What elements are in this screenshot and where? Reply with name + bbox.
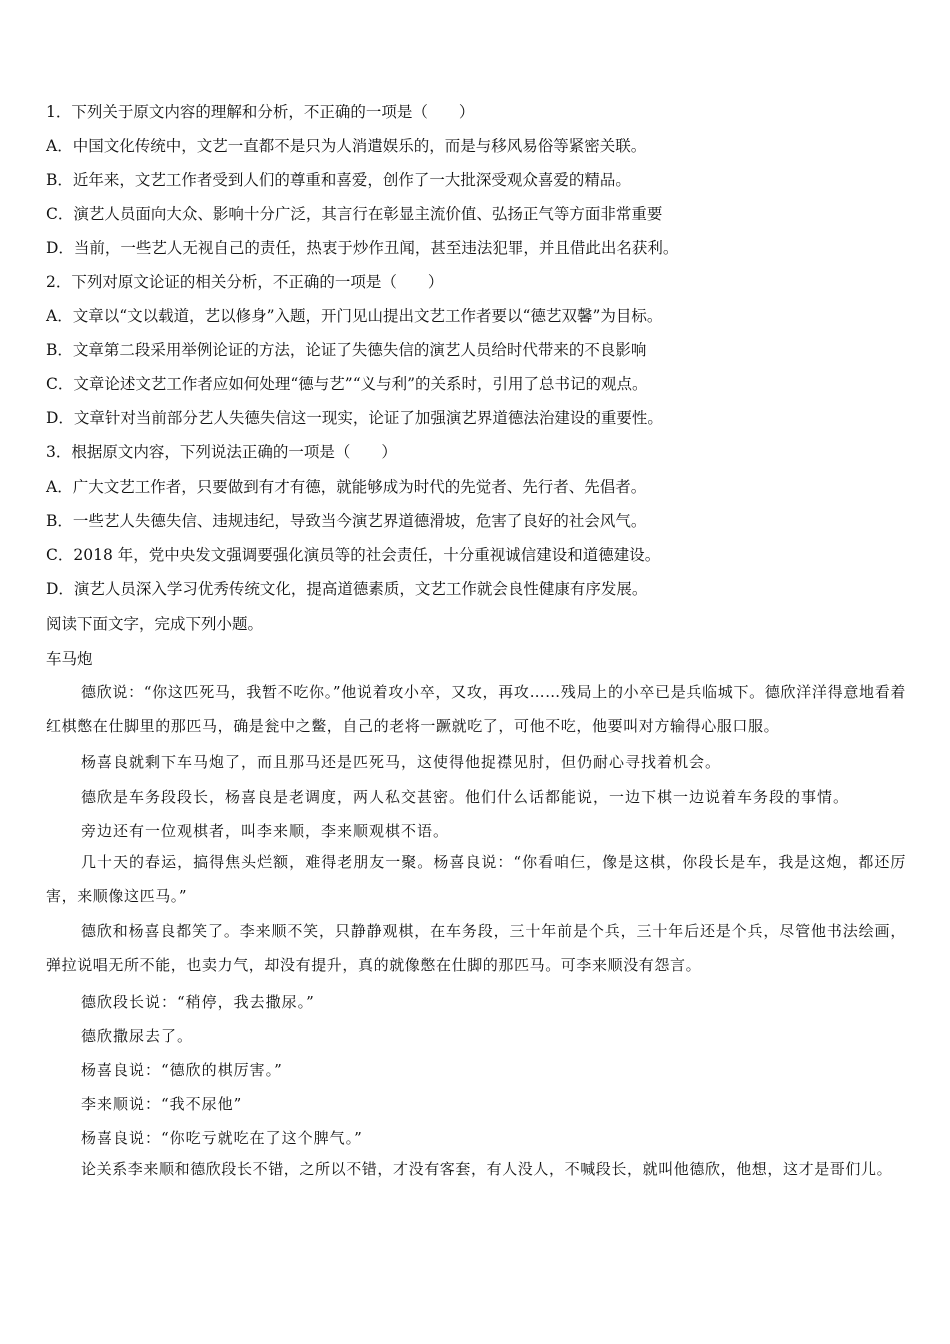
- story-paragraph: 杨喜良说：“德欣的棋厉害。”: [81, 1061, 283, 1079]
- story-paragraph: 几十天的春运，搞得焦头烂额，难得老朋友一聚。杨喜良说：“你看咱仨，像是这棋，你段长是车，我是这炮，都还厉害，来顺像这匹马。”: [46, 853, 906, 905]
- story-paragraph: 德欣撒尿去了。: [81, 1027, 194, 1045]
- question-3-stem: 3．根据原文内容，下列说法正确的一项是（ ）: [46, 443, 397, 461]
- story-paragraph: 德欣是车务段段长，杨喜良是老调度，两人私交甚密。他们什么话都能说，一边下棋一边说着车务段的事情。: [81, 788, 850, 806]
- question-1-option-c: C．演艺人员面向大众、影响十分广泛，其言行在彰显主流价值、弘扬正气等方面非常重要: [46, 205, 663, 223]
- story-paragraph: 李来顺说：“我不尿他”: [81, 1095, 243, 1113]
- question-3-option-c: C．2018 年，党中央发文强调要强化演员等的社会责任，十分重视诚信建设和道德建设。: [46, 546, 661, 564]
- question-1-option-b: B．近年来，文艺工作者受到人们的尊重和喜爱，创作了一大批深受观众喜爱的精品。: [46, 171, 631, 189]
- question-2-stem: 2．下列对原文论证的相关分析，不正确的一项是（ ）: [46, 273, 444, 291]
- question-3-option-d: D．演艺人员深入学习优秀传统文化，提高道德素质，文艺工作就会良性健康有序发展。: [46, 580, 648, 598]
- story-paragraph: 旁边还有一位观棋者，叫李来顺，李来顺观棋不语。: [81, 822, 450, 840]
- story-paragraph: 杨喜良说：“你吃亏就吃在了这个脾气。”: [81, 1129, 363, 1147]
- question-1-option-d: D．当前，一些艺人无视自己的责任，热衷于炒作丑闻，甚至违法犯罪，并且借此出名获利。: [46, 239, 679, 257]
- story-paragraph: 杨喜良就剩下车马炮了，而且那马还是匹死马，这使得他捉襟见肘，但仍耐心寻找着机会。: [81, 753, 722, 771]
- question-2-option-b: B．文章第二段采用举例论证的方法，论证了失德失信的演艺人员给时代带来的不良影响: [46, 341, 647, 359]
- question-2-option-c: C．文章论述文艺工作者应如何处理“德与艺”“义与利”的关系时，引用了总书记的观点。: [46, 375, 648, 393]
- question-1-stem: 1．下列关于原文内容的理解和分析，不正确的一项是（ ）: [46, 103, 475, 121]
- story-paragraph: 论关系李来顺和德欣段长不错，之所以不错，才没有客套，有人没人，不喊段长，就叫他德欣，他想，这才是哥们儿。: [81, 1160, 893, 1178]
- story-paragraph: 德欣和杨喜良都笑了。李来顺不笑，只静静观棋，在车务段，三十年前是个兵，三十年后还是个兵，尽管他书法绘画，弹拉说唱无所不能，也卖力气，却没有提升，真的就像憋在仕脚的那匹马。可李来顺没有怨言。: [46, 922, 906, 974]
- story-paragraph: 德欣说：“你这匹死马，我暂不吃你。”他说着攻小卒，又攻，再攻……残局上的小卒已是兵临城下。德欣洋洋得意地看着红棋憋在仕脚里的那匹马，确是瓮中之鳖，自己的老将一蹶就吃了，可他不吃，他要叫对方输得心服口服。: [46, 683, 906, 735]
- question-2-option-d: D．文章针对当前部分艺人失德失信这一现实，论证了加强演艺界道德法治建设的重要性。: [46, 409, 663, 427]
- story-title: 车马炮: [46, 650, 93, 668]
- question-3-option-a: A．广大文艺工作者，只要做到有才有德，就能够成为时代的先觉者、先行者、先倡者。: [46, 478, 647, 496]
- question-3-option-b: B．一些艺人失德失信、违规违纪，导致当今演艺界道德滑坡，危害了良好的社会风气。: [46, 512, 647, 530]
- question-2-option-a: A．文章以“文以载道，艺以修身”入题，开门见山提出文艺工作者要以“德艺双馨”为目标。: [46, 307, 663, 325]
- question-1-option-a: A．中国文化传统中，文艺一直都不是只为人消遣娱乐的，而是与移风易俗等紧密关联。: [46, 137, 647, 155]
- story-paragraph: 德欣段长说：“稍停，我去撒尿。”: [81, 993, 315, 1011]
- reading-instruction: 阅读下面文字，完成下列小题。: [46, 615, 264, 633]
